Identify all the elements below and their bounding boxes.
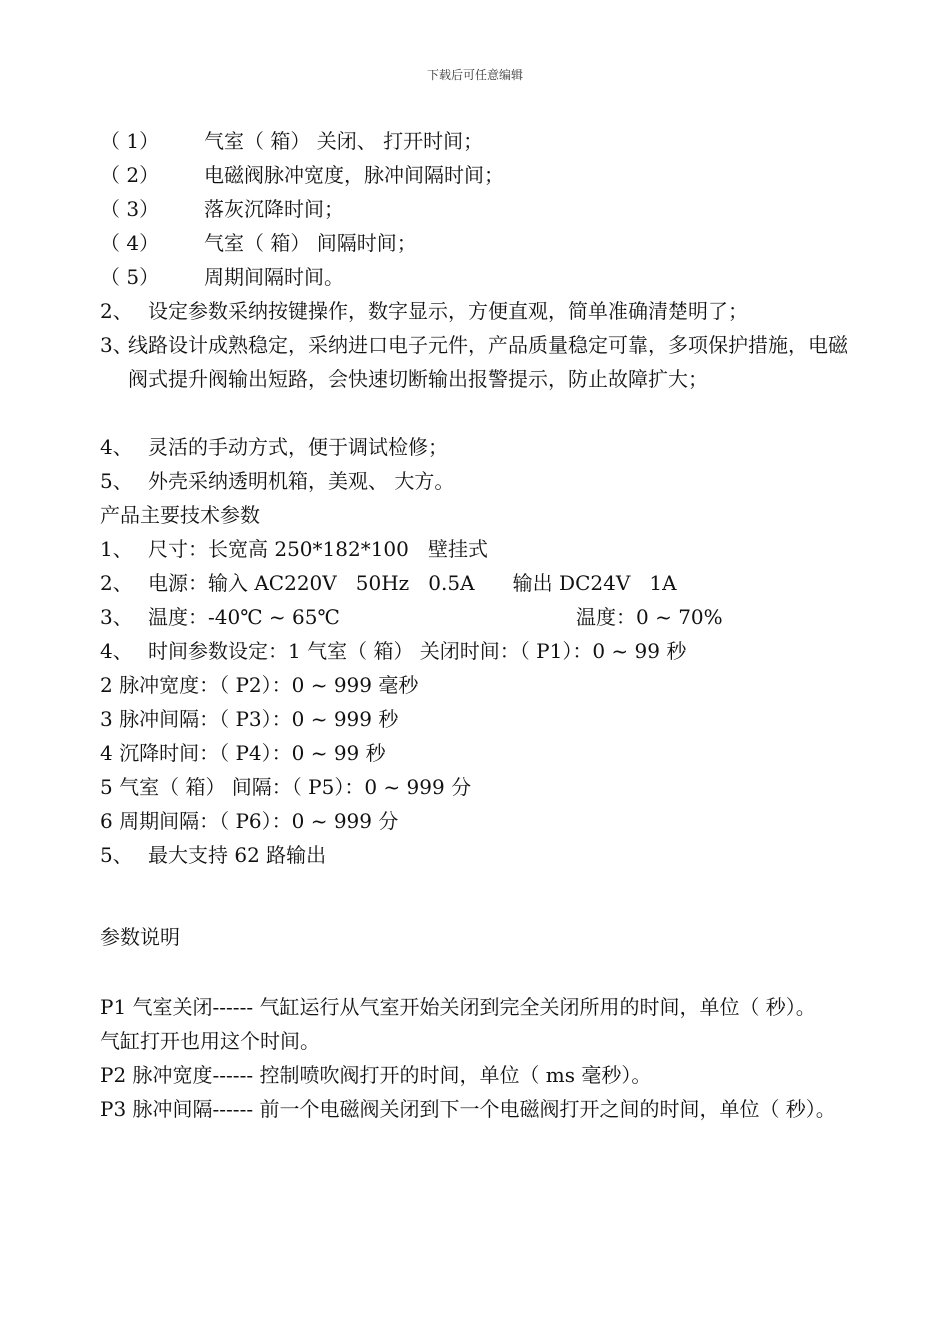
feature-text: 线路设计成熟稳定，采纳进口电子元件，产品质量稳定可靠，多项保护措施，电磁阀式提升阀输出短路，会快速切断输出报警提示，防止故障扩大； — [128, 333, 848, 391]
sub-item-text: 气室（ 箱） 关闭、 打开时间； — [204, 129, 484, 153]
sub-item-5 — [100, 260, 870, 294]
sub-item-4 — [100, 226, 870, 260]
feature-item-4 — [100, 430, 870, 464]
feature-number: 5、 — [100, 469, 133, 493]
feature-item-2 — [100, 294, 870, 328]
spec-text: 尺寸：长宽高 250*182*100 壁挂式 — [148, 537, 488, 561]
sub-item-number: （ 3） — [100, 197, 160, 221]
spacer — [100, 872, 870, 906]
sub-item-1 — [100, 124, 870, 158]
spec-number: 5、 — [100, 843, 133, 867]
sub-item-number: （ 2） — [100, 163, 160, 187]
spec-number: 3、 — [100, 605, 133, 629]
spec-temperature — [100, 600, 870, 634]
feature-number: 2、 — [100, 299, 133, 323]
spec-humidity-range: 温度：0 ~ 70% — [576, 605, 723, 629]
sub-item-number: （ 5） — [100, 265, 160, 289]
sub-item-text: 电磁阀脉冲宽度，脉冲间隔时间； — [204, 163, 504, 187]
spec-number: 2、 — [100, 571, 133, 595]
spec-p4: 4 沉降时间：（ P4）：0 ~ 99 秒 — [100, 741, 386, 765]
param-p2: P2 脉冲宽度------ 控制喷吹阀打开的时间，单位（ ms 毫秒）。 — [100, 1063, 652, 1087]
spec-p2: 2 脉冲宽度：（ P2）：0 ~ 999 毫秒 — [100, 673, 419, 697]
feature-text: 灵活的手动方式，便于调试检修； — [148, 435, 448, 459]
spec-p3: 3 脉冲间隔：（ P3）：0 ~ 999 秒 — [100, 707, 399, 731]
sub-item-3 — [100, 192, 870, 226]
feature-item-5 — [100, 464, 870, 498]
spacer — [100, 954, 870, 990]
spec-text: 时间参数设定：1 气室（ 箱） 关闭时间：（ P1）：0 ~ 99 秒 — [148, 639, 687, 663]
spec-number: 4、 — [100, 639, 133, 663]
sub-item-text: 周期间隔时间。 — [204, 265, 344, 289]
spec-text: 最大支持 62 路输出 — [148, 843, 327, 867]
feature-text: 外壳采纳透明机箱，美观、 大方。 — [148, 469, 455, 493]
spec-power — [100, 566, 870, 600]
spec-outputs — [100, 838, 870, 872]
param-p1: P1 气室关闭------ 气缸运行从气室开始关闭到完全关闭所用的时间，单位（ 秒）。 — [100, 995, 816, 1019]
spec-text: 电源：输入 AC220V 50Hz 0.5A 输出 DC24V 1A — [148, 571, 677, 595]
sub-item-text: 气室（ 箱） 间隔时间； — [204, 231, 417, 255]
sub-item-number: （ 1） — [100, 129, 160, 153]
spacer — [100, 906, 870, 920]
spec-size — [100, 532, 870, 566]
spec-time-params — [100, 634, 870, 668]
document-body — [100, 124, 870, 1126]
page-header: 下载后可任意编辑 — [426, 68, 523, 82]
spec-number: 1、 — [100, 537, 133, 561]
param-section-title: 参数说明 — [100, 925, 180, 949]
sub-item-2 — [100, 158, 870, 192]
feature-text: 设定参数采纳按键操作，数字显示，方便直观，简单准确清楚明了； — [148, 299, 748, 323]
param-p1-note: 气缸打开也用这个时间。 — [100, 1029, 320, 1053]
spec-p5: 5 气室（ 箱） 间隔：（ P5）：0 ~ 999 分 — [100, 775, 472, 799]
spec-p6: 6 周期间隔：（ P6）：0 ~ 999 分 — [100, 809, 399, 833]
spec-temp-range: 温度：-40℃ ~ 65℃ — [148, 605, 340, 629]
feature-number: 4、 — [100, 435, 133, 459]
feature-item-3 — [100, 328, 870, 430]
feature-number: 3、 — [100, 333, 133, 357]
spec-section-title: 产品主要技术参数 — [100, 503, 260, 527]
sub-item-text: 落灰沉降时间； — [204, 197, 344, 221]
param-p3: P3 脉冲间隔------ 前一个电磁阀关闭到下一个电磁阀打开之间的时间，单位（ 秒）。 — [100, 1097, 836, 1121]
sub-item-number: （ 4） — [100, 231, 160, 255]
